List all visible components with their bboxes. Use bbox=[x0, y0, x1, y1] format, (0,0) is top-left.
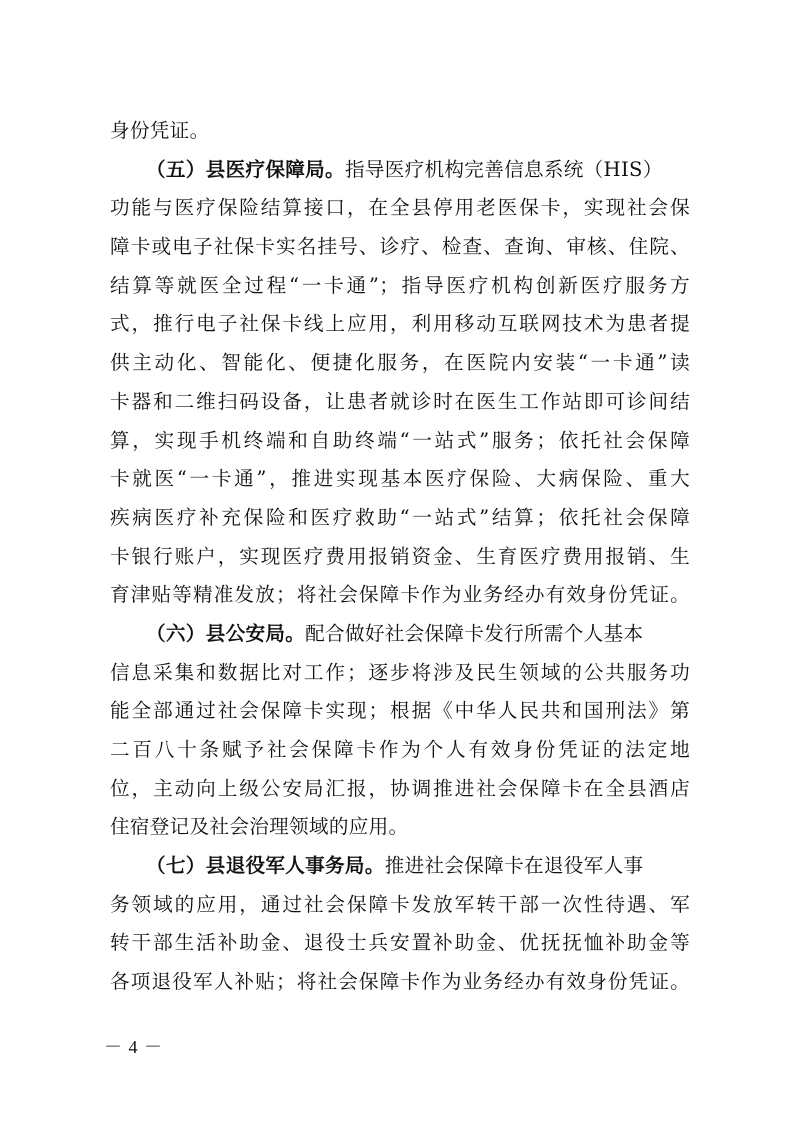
text-line: 卡银行账户，实现医疗费用报销资金、生育医疗费用报销、生 bbox=[110, 544, 690, 568]
text-line: 障卡或电子社保卡实名挂号、诊疗、检查、查询、审核、住院、 bbox=[110, 235, 690, 259]
text-line: 位，主动向上级公安局汇报，协调推进社会保障卡在全县酒店 bbox=[110, 776, 690, 800]
text-line: 供主动化、智能化、便捷化服务，在医院内安装“一卡通”读 bbox=[110, 351, 690, 375]
heading-veterans-affairs-bureau: （七）县退役军人事务局。 bbox=[146, 854, 385, 878]
text-line: 疾病医疗补充保险和医疗救助“一站式”结算；依托社会保障 bbox=[110, 505, 690, 529]
text-line: 式，推行电子社保卡线上应用，利用移动互联网技术为患者提 bbox=[110, 312, 690, 336]
paragraph-medical-first-line bbox=[110, 151, 690, 190]
body-text bbox=[110, 112, 690, 1002]
page-number: － 4 － bbox=[104, 1037, 163, 1057]
text-line: 务领域的应用，通过社会保障卡发放军转干部一次性待遇、军 bbox=[110, 892, 690, 916]
text-line: 功能与医疗保险结算接口，在全县停用老医保卡，实现社会保 bbox=[110, 196, 690, 220]
text-line: 算，实现手机终端和自助终端“一站式”服务；依托社会保障 bbox=[110, 428, 690, 452]
paragraph-veterans-first-line bbox=[110, 847, 690, 886]
text-line: 卡器和二维扫码设备，让患者就诊时在医生工作站即可诊间结 bbox=[110, 389, 690, 413]
text-line: 转干部生活补助金、退役士兵安置补助金、优抚抚恤补助金等 bbox=[110, 931, 690, 955]
text-line: 育津贴等精准发放；将社会保障卡作为业务经办有效身份凭证。 bbox=[110, 583, 690, 607]
paragraph-police-first-line bbox=[110, 615, 690, 654]
text-line: 二百八十条赋予社会保障卡作为个人有效身份凭证的法定地 bbox=[110, 738, 690, 761]
text-line-fragment: 配合做好社会保障卡发行所需个人基本 bbox=[305, 621, 644, 645]
text-line: 卡就医“一卡通”，推进实现基本医疗保险、大病保险、重大 bbox=[110, 467, 690, 491]
text-line: 各项退役军人补贴；将社会保障卡作为业务经办有效身份凭证。 bbox=[110, 970, 690, 994]
text-line-fragment: 指导医疗机构完善信息系统（HIS） bbox=[344, 157, 663, 181]
heading-medical-security-bureau: （五）县医疗保障局。 bbox=[146, 157, 345, 181]
text-line: 结算等就医全过程“一卡通”；指导医疗机构创新医疗服务方 bbox=[110, 273, 690, 297]
text-line-fragment: 推进社会保障卡在退役军人事 bbox=[384, 854, 644, 878]
text-line: 信息采集和数据比对工作；逐步将涉及民生领域的公共服务功 bbox=[110, 660, 690, 684]
text-line: 住宿登记及社会治理领域的应用。 bbox=[110, 815, 409, 839]
text-line: 能全部通过社会保障卡实现；根据《中华人民共和国刑法》第 bbox=[110, 699, 690, 723]
text-line: 身份凭证。 bbox=[110, 119, 210, 142]
heading-public-security-bureau: （六）县公安局。 bbox=[146, 621, 306, 645]
